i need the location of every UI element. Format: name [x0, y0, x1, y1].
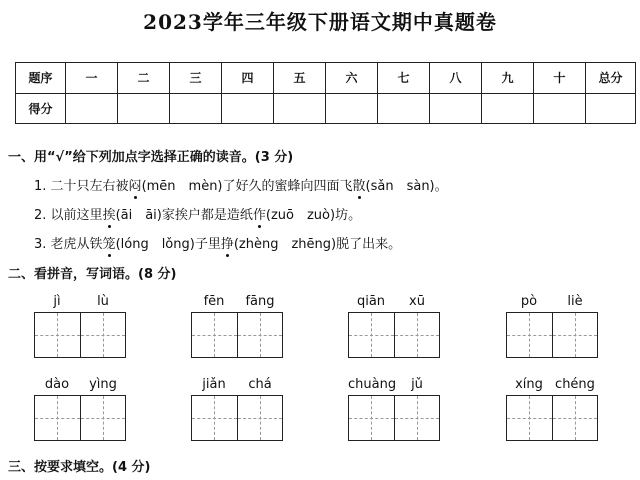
pinyin-options[interactable]: (zhèng zhēng)脱了出来。	[233, 237, 402, 252]
score-cell[interactable]	[534, 93, 586, 124]
pinyin-options[interactable]: (mēn mèn)了好久的蜜蜂向四面飞	[141, 179, 353, 194]
dotted-character: 挨	[102, 208, 116, 223]
writing-cell[interactable]	[552, 396, 597, 440]
score-cell[interactable]	[274, 93, 326, 124]
dotted-character: 闷	[128, 179, 142, 194]
pinyin-syllable: xíng	[515, 377, 543, 392]
writing-grid[interactable]	[191, 395, 283, 441]
score-cell[interactable]	[430, 93, 482, 124]
section1-heading: 一、用“√”给下列加点字选择正确的读音。(3 分)	[8, 150, 294, 165]
writing-cell[interactable]	[192, 396, 237, 440]
writing-grid[interactable]	[506, 395, 598, 441]
pinyin-syllable: chéng	[555, 377, 595, 392]
pinyin-options[interactable]: (sǎn sàn)。	[365, 179, 448, 194]
pinyin-syllable: jì	[53, 294, 61, 309]
pinyin-options[interactable]: (zuō zuò)坊。	[265, 208, 362, 223]
question-3	[34, 233, 401, 252]
writing-cell[interactable]	[552, 313, 597, 357]
pinyin-syllable: fēn	[203, 294, 225, 309]
pinyin-options[interactable]: (lóng lǒng)子里	[115, 237, 221, 252]
question-text: 1. 二十只左右被	[34, 179, 129, 194]
writing-grid[interactable]	[191, 312, 283, 358]
score-cell[interactable]	[222, 93, 274, 124]
writing-grid[interactable]	[506, 312, 598, 358]
pinyin-syllable: fāng	[245, 294, 275, 309]
pinyin-syllable: jǔ	[411, 377, 423, 392]
score-cell[interactable]	[378, 93, 430, 124]
pinyin-syllable: xū	[409, 294, 425, 309]
writing-cell[interactable]	[237, 396, 282, 440]
question-text: 3. 老虎从铁	[34, 237, 103, 252]
question-2	[34, 204, 361, 223]
section3-heading: 三、按要求填空。(4 分)	[8, 460, 151, 475]
question-text: 2. 以前这里	[34, 208, 103, 223]
pinyin-syllable: jiǎn	[202, 377, 226, 392]
writing-cell[interactable]	[349, 396, 394, 440]
writing-cell[interactable]	[349, 313, 394, 357]
writing-cell[interactable]	[80, 313, 125, 357]
writing-cell[interactable]	[237, 313, 282, 357]
score-cell[interactable]	[66, 93, 118, 124]
score-cell[interactable]	[170, 93, 222, 124]
writing-grid[interactable]	[348, 395, 440, 441]
writing-grid[interactable]	[34, 312, 126, 358]
writing-cell[interactable]	[394, 396, 439, 440]
writing-cell[interactable]	[507, 396, 552, 440]
section2-heading: 二、看拼音，写词语。(8 分)	[8, 267, 177, 282]
score-header-cell: 十	[534, 63, 586, 94]
dotted-character: 笼	[102, 237, 116, 252]
score-row-label: 得分	[16, 93, 66, 124]
score-header-cell: 八	[430, 63, 482, 94]
pinyin-syllable: dào	[44, 377, 70, 392]
writing-cell[interactable]	[35, 313, 80, 357]
score-cell[interactable]	[326, 93, 378, 124]
score-table-score-row	[16, 93, 636, 124]
writing-cell[interactable]	[394, 313, 439, 357]
writing-cell[interactable]	[35, 396, 80, 440]
pinyin-syllable: qiān	[356, 294, 386, 309]
pinyin-syllable: liè	[567, 294, 583, 309]
score-header-cell: 总分	[586, 63, 636, 94]
pinyin-syllable: pò	[520, 294, 538, 309]
page-title: 2023学年三年级下册语文期中真题卷	[143, 10, 497, 34]
score-header-cell: 四	[222, 63, 274, 94]
score-cell[interactable]	[118, 93, 170, 124]
score-table-header-row	[16, 63, 636, 94]
writing-cell[interactable]	[80, 396, 125, 440]
writing-cell[interactable]	[192, 313, 237, 357]
dotted-character: 作	[252, 208, 266, 223]
pinyin-options[interactable]: (āi āi)家挨户都是造纸	[115, 208, 253, 223]
pinyin-syllable: chuàng	[348, 377, 397, 392]
writing-grid[interactable]	[34, 395, 126, 441]
score-header-cell: 一	[66, 63, 118, 94]
writing-cell[interactable]	[507, 313, 552, 357]
dotted-character: 挣	[220, 237, 234, 252]
score-header-cell: 六	[326, 63, 378, 94]
question-1	[34, 175, 448, 194]
score-header-cell: 七	[378, 63, 430, 94]
score-cell[interactable]	[482, 93, 534, 124]
pinyin-syllable: chá	[248, 377, 272, 392]
score-cell[interactable]	[586, 93, 636, 124]
writing-grid[interactable]	[348, 312, 440, 358]
score-table	[15, 62, 636, 124]
pinyin-syllable: yìng	[89, 377, 117, 392]
score-header-cell: 九	[482, 63, 534, 94]
score-header-cell: 三	[170, 63, 222, 94]
pinyin-syllable: lù	[97, 294, 109, 309]
score-header-cell: 五	[274, 63, 326, 94]
score-header-cell: 题序	[16, 63, 66, 94]
dotted-character: 散	[352, 179, 366, 194]
score-header-cell: 二	[118, 63, 170, 94]
